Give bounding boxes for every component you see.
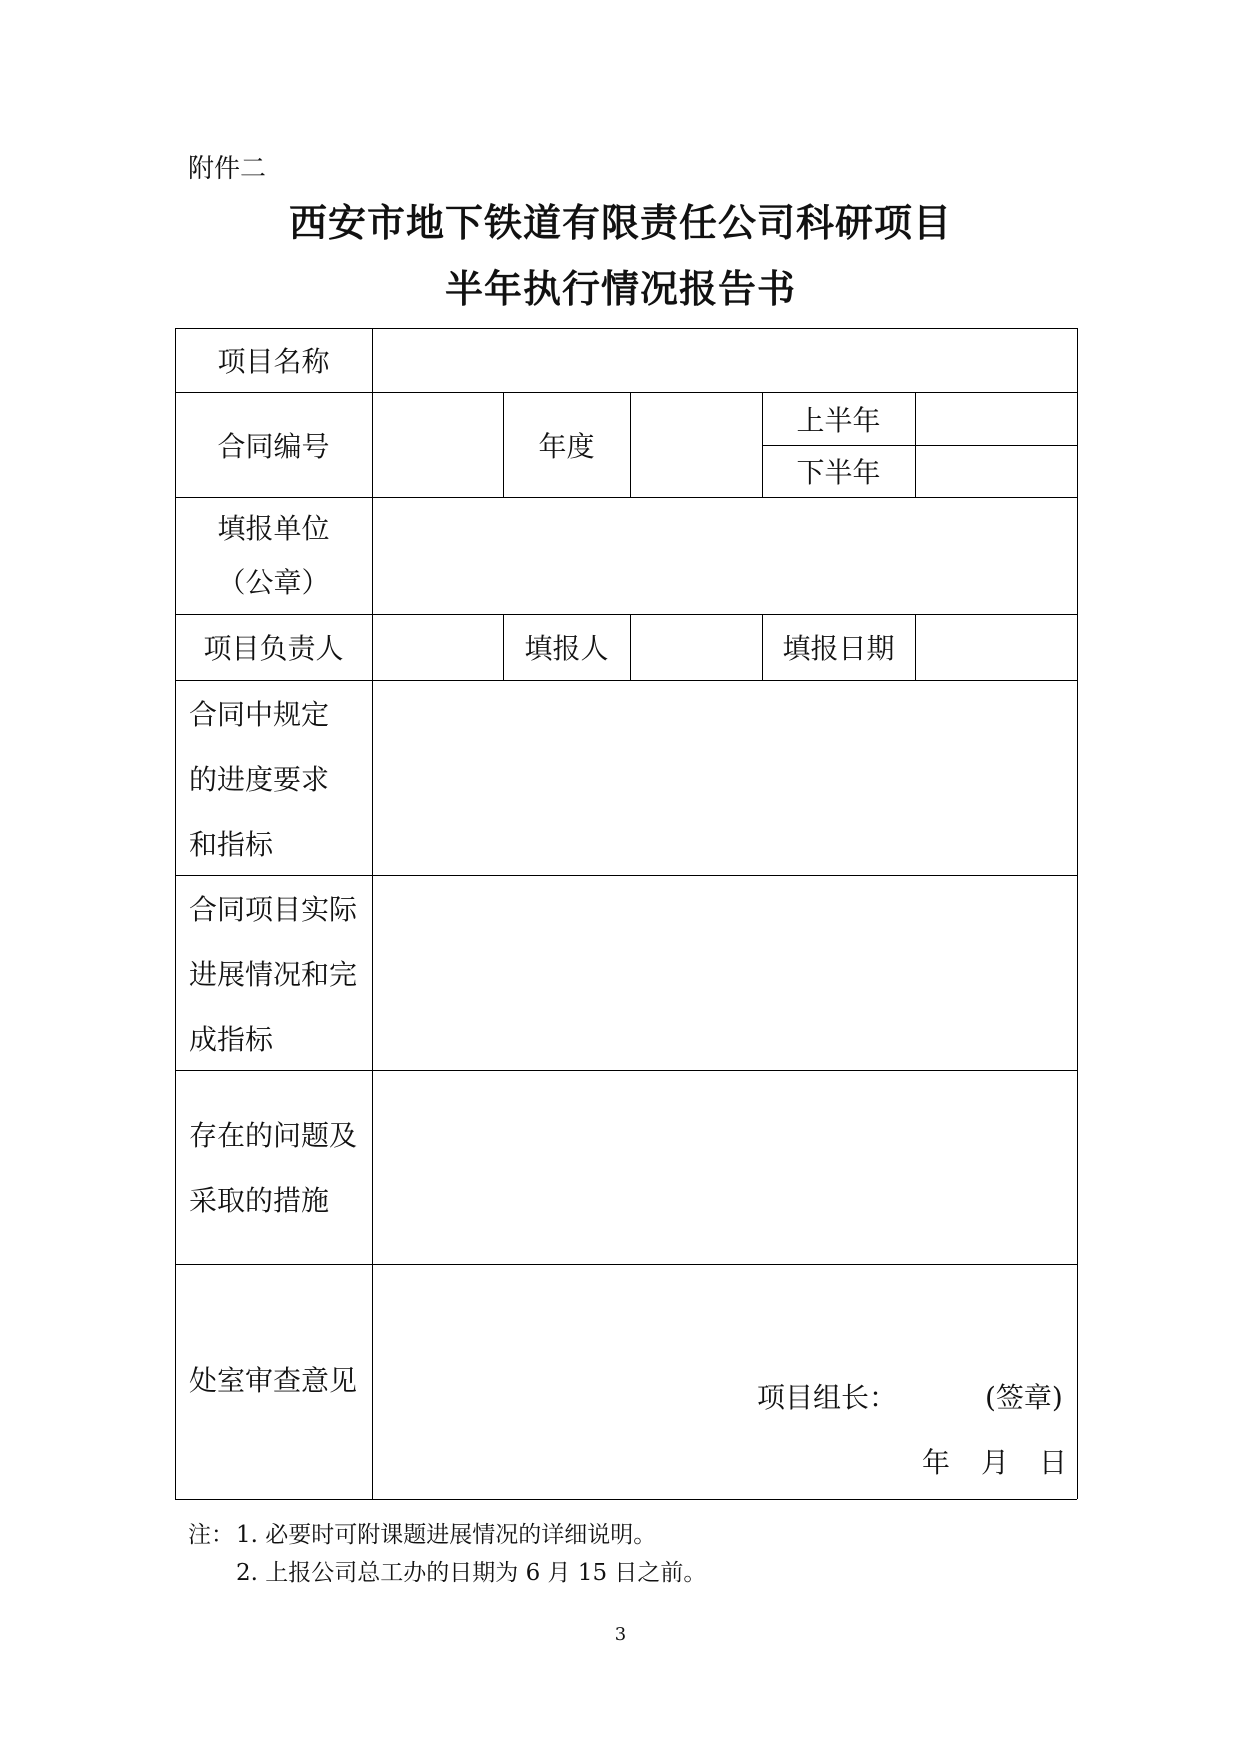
sign-month: 月: [981, 1446, 1010, 1479]
reporting-unit-label-line2: （公章）: [217, 566, 330, 599]
reporter-label: 填报人: [524, 632, 609, 665]
problems-measures-field[interactable]: [374, 1072, 1075, 1262]
sign-day: 日: [1039, 1446, 1068, 1479]
reporter-field[interactable]: [630, 614, 762, 680]
reporting-unit-label-line1: 填报单位: [217, 512, 330, 545]
problems-measures-label: [189, 1103, 357, 1233]
notes-prefix: 注：: [188, 1522, 234, 1548]
actual-progress-label-line: 合同项目实际: [189, 893, 358, 926]
second-half-label: 下半年: [796, 456, 881, 489]
actual-progress-label-line: 成指标: [189, 1023, 274, 1056]
document-title-line1: 西安市地下铁道有限责任公司科研项目: [288, 200, 952, 245]
contract-requirements-field[interactable]: [374, 682, 1075, 873]
project-name-label: 项目名称: [217, 345, 330, 378]
actual-progress-label: [189, 877, 357, 1072]
project-leader-label: 项目负责人: [203, 632, 344, 665]
first-half-label: 上半年: [796, 403, 881, 437]
problems-measures-label-line: 采取的措施: [189, 1184, 330, 1217]
actual-progress-label-line: 进展情况和完: [189, 958, 358, 991]
project-name-field[interactable]: [372, 328, 1077, 392]
page-number: 3: [614, 1624, 627, 1645]
second-half-field[interactable]: [915, 445, 1077, 497]
note-item-2: 2. 上报公司总工办的日期为 6 月 15 日之前。: [236, 1560, 707, 1586]
problems-measures-label-line: 存在的问题及: [189, 1119, 358, 1152]
department-review-label: 处室审查意见: [189, 1364, 358, 1397]
note-item-1: 1. 必要时可附课题进展情况的详细说明。: [236, 1522, 657, 1548]
sign-year: 年: [922, 1446, 951, 1479]
contract-requirements-label-line: 的进度要求: [189, 763, 330, 796]
actual-progress-field[interactable]: [374, 877, 1075, 1068]
department-review-field[interactable]: [374, 1266, 1075, 1376]
report-date-label: 填报日期: [782, 632, 895, 665]
contract-requirements-label-line: 和指标: [189, 828, 274, 861]
group-leader-label: 项目组长：: [757, 1381, 898, 1414]
report-date-field[interactable]: [915, 614, 1077, 680]
project-leader-field[interactable]: [372, 614, 503, 680]
first-half-field[interactable]: [915, 392, 1077, 445]
year-field[interactable]: [630, 392, 762, 497]
contract-number-label: 合同编号: [217, 429, 330, 463]
seal-label: (签章): [985, 1381, 1063, 1414]
contract-requirements-label-line: 合同中规定: [189, 698, 330, 731]
contract-requirements-label: [189, 682, 329, 877]
contract-number-field[interactable]: [372, 392, 503, 497]
reporting-unit-label: [175, 497, 372, 614]
reporting-unit-field[interactable]: [372, 497, 1077, 614]
year-label: 年度: [538, 429, 595, 463]
document-title-line2: 半年执行情况报告书: [444, 266, 796, 311]
annex-label: 附件二: [188, 154, 267, 184]
